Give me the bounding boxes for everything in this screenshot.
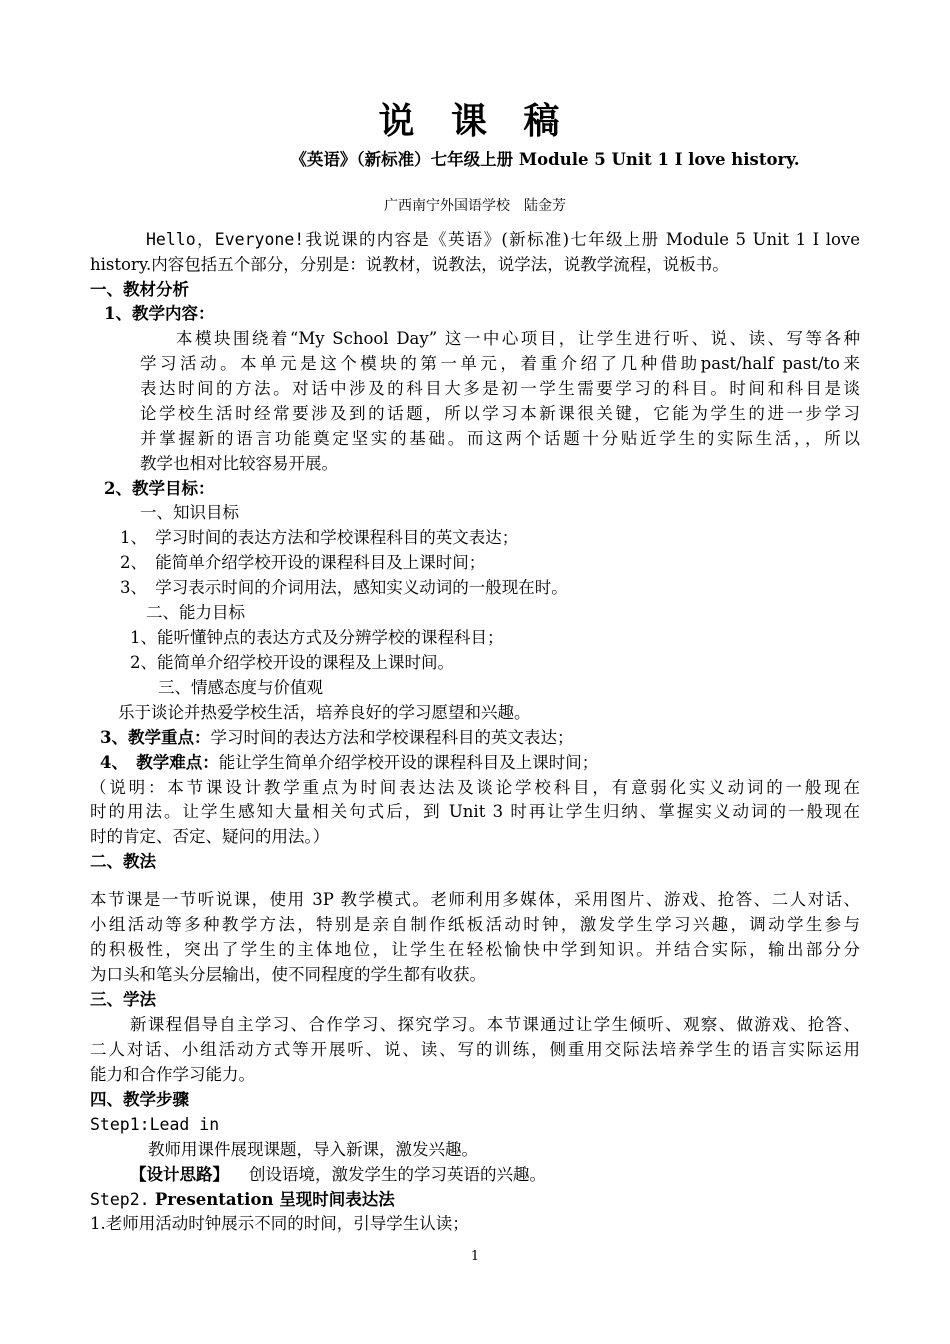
section-2-heading: 二、教法 <box>90 852 156 871</box>
goal-knowledge-item: 3、 学习表示时间的介词用法，感知实义动词的一般现在时。 <box>120 578 568 597</box>
note-line: （说明：本节课设计教学重点为时间表达法及谈论学校科目，有意弱化实义动词的一般现在 <box>90 778 860 797</box>
step-1-text: 教师用课件展现课题，导入新课，激发兴趣。 <box>148 1140 478 1159</box>
goal-ability-heading: 二、能力目标 <box>146 603 245 622</box>
step-1-heading: Step1:Lead in <box>90 1115 220 1134</box>
method-para-line: 的积极性，突出了学生的主体地位，让学生在轻松愉快中学到知识。并结合实际，输出部分分 <box>90 940 860 959</box>
page-title: 说 课 稿 <box>378 101 572 142</box>
goal-attitude-item: 乐于谈论并热爱学校生活，培养良好的学习愿望和兴趣。 <box>118 703 531 722</box>
intro-line-2: history.内容包括五个部分，分别是：说教材，说教法，说学法，说教学流程，说板书。 <box>90 255 729 274</box>
step-2-heading <box>90 1188 395 1212</box>
step-2-title: Presentation 呈现时间表达法 <box>154 1190 395 1209</box>
learning-para-line: 二人对话、小组活动方式等开展听、说、读、写的训练，侧重用交际法培养学生的语言实际运用 <box>90 1040 860 1059</box>
key-point-text: 学习时间的表达方法和学校课程科目的英文表达； <box>210 728 574 747</box>
author-line: 广西南宁外国语学校 陆金芳 <box>384 198 566 214</box>
goal-knowledge-item: 1、 学习时间的表达方法和学校课程科目的英文表达； <box>120 528 519 547</box>
note-line: 时的肯定、否定、疑问的用法。） <box>90 827 330 846</box>
key-point-label: 3、教学重点： <box>100 728 211 747</box>
goal-knowledge-item: 2、 能简单介绍学校开设的课程科目及上课时间； <box>120 553 486 572</box>
content-para-line: 表达时间的方法。对话中涉及的科目大多是初一学生需要学习的科目。时间和科目是谈 <box>140 379 860 398</box>
page-number: 1 <box>470 1249 480 1264</box>
section-4-heading: 四、教学步骤 <box>90 1090 189 1109</box>
content-para-line: 并掌握新的语言功能奠定坚实的基础。而这两个话题十分贴近学生的实际生活，，所以 <box>140 429 860 448</box>
goal-ability-item: 1、能听懂钟点的表达方式及分辨学校的课程科目； <box>130 628 504 647</box>
difficulty-line <box>100 751 598 775</box>
intro-line-1 <box>90 228 860 252</box>
content-para-line: 论学校生活时经常要涉及到的话题，所以学习本新课很关键，它能为学生的进一步学习 <box>140 404 860 423</box>
intro-greeting: Hello，Everyone! <box>146 230 305 249</box>
goal-attitude-heading: 三、情感态度与价值观 <box>158 678 323 697</box>
difficulty-text: 能让学生简单介绍学校开设的课程科目及上课时间； <box>218 753 599 772</box>
note-line: 时的用法。让学生感知大量相关句式后，到 Unit 3 时再让学生归纳、掌握实义动词的一般现在 <box>90 802 860 821</box>
design-idea-line <box>130 1163 546 1187</box>
step-2-item: 1.老师用活动时钟展示不同的时间，引导学生认读； <box>90 1214 469 1233</box>
step-2-label: Step2. <box>90 1190 150 1209</box>
section-1-heading: 一、教材分析 <box>90 280 189 299</box>
goal-knowledge-heading: 一、知识目标 <box>140 503 239 522</box>
goal-ability-item: 2、能简单介绍学校开设的课程及上课时间。 <box>130 653 454 672</box>
section-3-heading: 三、学法 <box>90 990 156 1009</box>
method-para-line: 小组活动等多种教学方法，特别是亲自制作纸板活动时钟，激发学生学习兴趣，调动学生参与 <box>90 915 860 934</box>
content-para-line: 本模块围绕着“My School Day” 这一中心项目，让学生进行听、说、读、写等各种 <box>176 329 860 348</box>
method-para-line: 为口头和笔头分层输出，使不同程度的学生都有收获。 <box>90 965 486 984</box>
design-idea-text: 创设语境，激发学生的学习英语的兴趣。 <box>249 1165 546 1184</box>
intro-line-1-text: 我说课的内容是《英语》(新标准)七年级上册 Module 5 Unit 1 I love <box>304 230 861 249</box>
key-point-line <box>100 726 573 750</box>
section-1-1-heading: 1、教学内容： <box>104 304 215 323</box>
learning-para-line: 新课程倡导自主学习、合作学习、探究学习。本节课通过让学生倾听、观察、做游戏、抢答、 <box>130 1015 860 1034</box>
design-idea-label: 【设计思路】 <box>130 1165 229 1184</box>
content-para-line: 教学也相对比较容易开展。 <box>140 454 338 473</box>
page-subtitle: 《英语》（新标准）七年级上册 Module 5 Unit 1 I love history. <box>290 150 800 169</box>
learning-para-line: 能力和合作学习能力。 <box>90 1065 255 1084</box>
content-para-line: 学习活动。本单元是这个模块的第一单元，着重介绍了几种借助past/half past/to来 <box>140 354 860 373</box>
section-1-2-heading: 2、教学目标： <box>104 479 215 498</box>
method-para-line: 本节课是一节听说课，使用 3P 教学模式。老师利用多媒体，采用图片、游戏、抢答、二人对话、 <box>90 890 860 909</box>
difficulty-label: 4、 教学难点： <box>100 753 219 772</box>
